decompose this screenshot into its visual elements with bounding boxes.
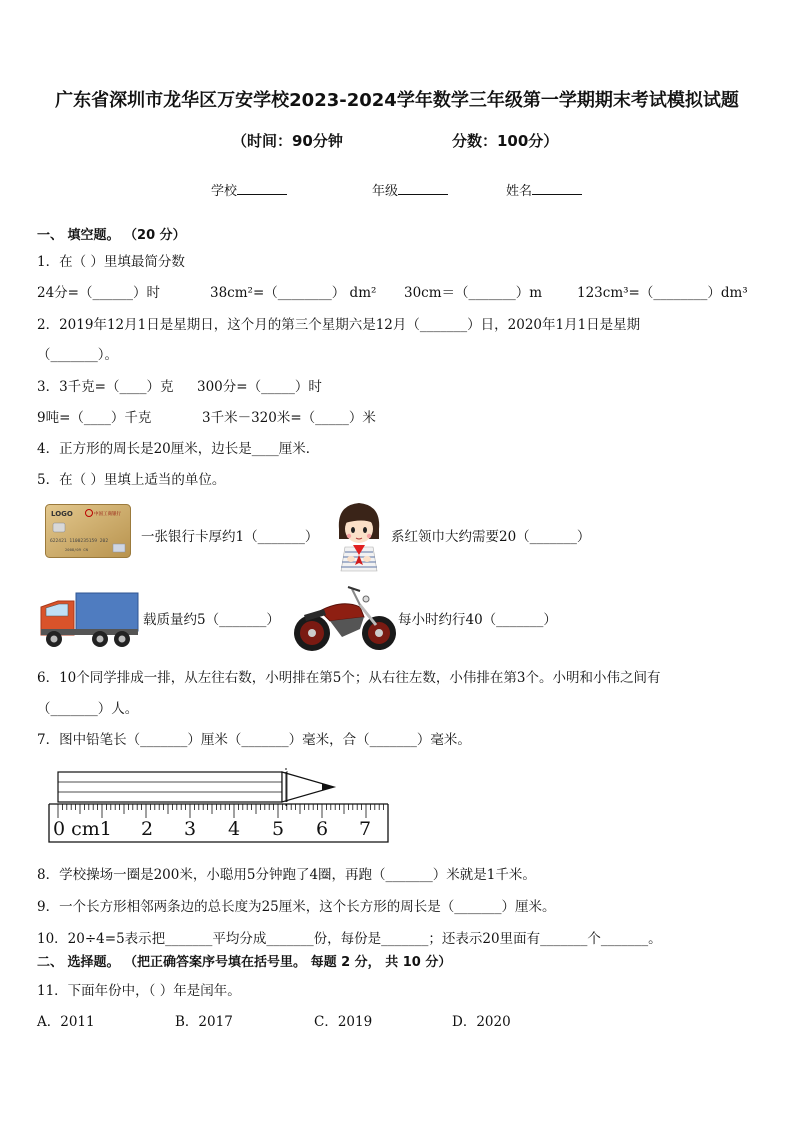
question-1d: 123cm³=（________）dm³ — [577, 285, 748, 301]
question-5: 5．在（ ）里填上适当的单位。 — [37, 472, 226, 488]
question-1c: 30cm＝（_______）m — [404, 285, 543, 301]
ruler-label-4: 4 — [228, 818, 241, 840]
card-bank: 中国工商银行 — [94, 512, 121, 517]
question-2b: （_______）。 — [37, 347, 118, 363]
question-10: 10．20÷4=5表示把_______平均分成_______份，每份是_______；还表示20里面有_______个_______。 — [37, 931, 662, 947]
card-expiry: 2008/09 CN — [65, 547, 88, 552]
question-1: 1．在（ ）里填最简分数 — [37, 254, 185, 270]
grade-field — [372, 180, 448, 199]
truck-image — [38, 589, 140, 649]
option-a: A．2011 — [37, 1014, 95, 1030]
ruler-label-0: 0 cm1 — [53, 818, 112, 840]
name-field — [506, 180, 582, 199]
card-logo: LOGO — [51, 510, 73, 518]
question-5a: 一张银行卡厚约1（_______） — [141, 529, 319, 545]
question-7: 7．图中铅笔长（_______）厘米（_______）毫米，合（_______）毫米。 — [37, 732, 471, 748]
ruler-label-7: 7 — [359, 818, 372, 840]
ruler-label-3: 3 — [184, 818, 197, 840]
question-6b: （_______）人。 — [37, 701, 139, 717]
grade-label: 年级 — [372, 184, 399, 199]
school-field — [211, 180, 287, 199]
question-5b: 系红领巾大约需要20（_______） — [391, 529, 591, 545]
question-1b: 38cm²=（________） dm² — [210, 285, 377, 301]
question-2a: 2．2019年12月1日是星期日，这个月的第三个星期六是12月（_______）日，2020年1月1日是星期 — [37, 317, 641, 333]
question-8: 8．学校操场一圈是200米，小聪用5分钟跑了4圈，再跑（_______）米就是1千米。 — [37, 867, 536, 883]
question-11: 11．下面年份中，（ ）年是闰年。 — [37, 983, 241, 999]
motorcycle-image — [290, 581, 398, 655]
question-3c: 9吨=（____）千克 — [37, 410, 152, 426]
bank-card-image — [45, 504, 131, 558]
section2-heading: 二、 选择题。 （把正确答案序号填在括号里。 每题 2 分， 共 10 分） — [37, 955, 452, 970]
option-c: C．2019 — [314, 1014, 373, 1030]
question-4: 4．正方形的周长是20厘米，边长是____厘米． — [37, 441, 320, 457]
question-3b: 300分=（_____）时 — [197, 379, 322, 395]
section1-heading: 一、 填空题。 （20 分） — [37, 228, 186, 243]
ruler-label-6: 6 — [316, 818, 329, 840]
question-1a: 24分=（______）时 — [37, 285, 160, 301]
time-label: （时间：90分钟 — [232, 132, 343, 150]
option-b: B．2017 — [175, 1014, 233, 1030]
option-d: D．2020 — [452, 1014, 511, 1030]
name-label: 姓名 — [506, 184, 533, 199]
score-label: 分数：100分） — [452, 132, 559, 150]
question-3d: 3千米－320米=（_____）米 — [202, 410, 376, 426]
school-label: 学校 — [211, 184, 238, 199]
girl-image — [333, 499, 385, 573]
question-3a: 3．3千克=（____）克 — [37, 379, 174, 395]
question-9: 9．一个长方形相邻两条边的总长度为25厘米，这个长方形的周长是（_______）厘米。 — [37, 899, 556, 915]
card-number: 622421 1100235159 202 — [50, 539, 109, 544]
pencil-ruler-figure — [46, 764, 391, 846]
ruler-label-5: 5 — [272, 818, 285, 840]
question-5d: 每小时约行40（_______） — [398, 612, 557, 628]
question-5c: 载质量约5（_______） — [143, 612, 280, 628]
page-title: 广东省深圳市龙华区万安学校2023-2024学年数学三年级第一学期期末考试模拟试题 — [55, 90, 739, 111]
question-6a: 6．10个同学排成一排，从左往右数，小明排在第5个；从右往左数，小伟排在第3个。小明和小伟之间有 — [37, 670, 661, 686]
pencil-icon — [58, 771, 334, 802]
ruler-label-2: 2 — [141, 818, 154, 840]
